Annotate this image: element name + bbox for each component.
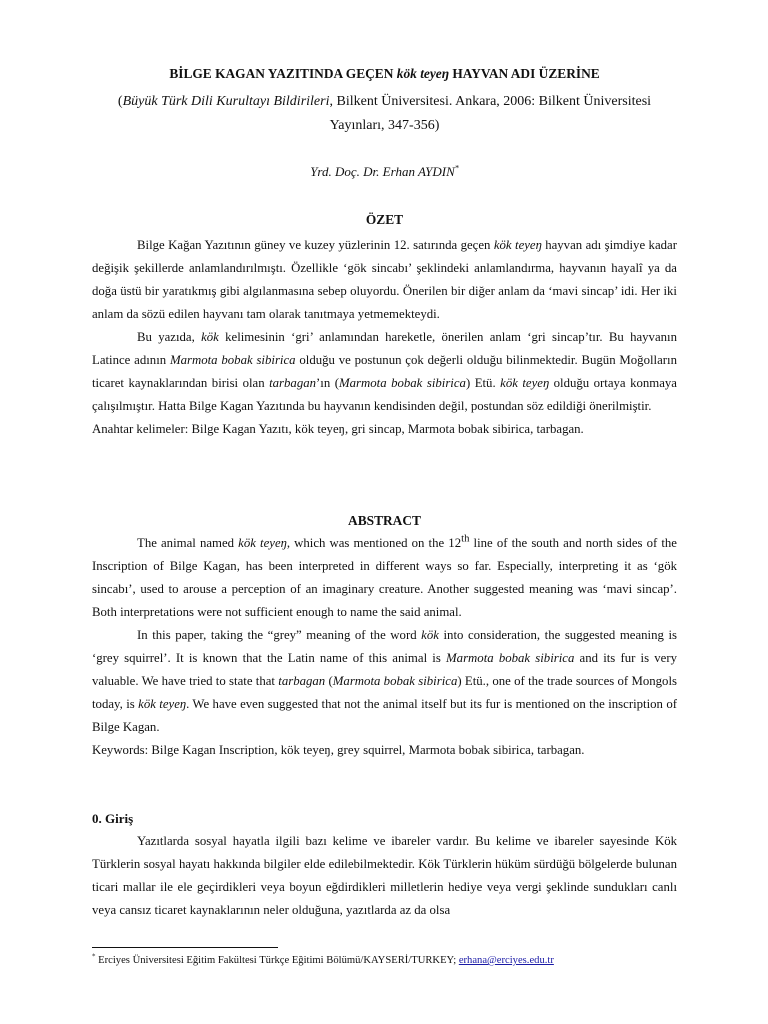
text-run: ) Etü.	[465, 376, 501, 390]
ozet-paragraph-1	[92, 234, 677, 326]
footnote-affiliation: Erciyes Üniversitesi Eğitim Fakültesi Türkçe Eğitimi Bölümü/KAYSERİ/TURKEY;	[95, 955, 459, 966]
footnote-email-link[interactable]: erhana@erciyes.edu.tr	[458, 955, 554, 966]
text-run: Bu yazıda,	[137, 330, 202, 344]
italic-term: kök teyeŋ	[500, 376, 550, 390]
footnote-mark: *	[92, 952, 96, 961]
italic-term: tarbagan	[278, 674, 326, 688]
author-name: Yrd. Doç. Dr. Erhan AYDIN	[310, 164, 455, 179]
text-run: olduğu ortaya konmaya çalışılmıştır. Hatta Bilge Kagan Yazıtında bu hayvanın kendisinden değil, postundan söz edildiği önerilmiştir.	[92, 376, 677, 413]
abstract-paragraph-1	[92, 532, 677, 624]
abstract-keywords: Keywords: Bilge Kagan Inscription, kök teyeŋ, grey squirrel, Marmota bobak sibirica, tarbagan.	[92, 743, 585, 757]
title-term: kök teyeŋ	[396, 66, 449, 81]
footnote	[92, 954, 712, 968]
title-text-end: HAYVAN ADI ÜZERİNE	[449, 66, 600, 81]
text-run: ’ın (	[316, 376, 339, 390]
abstract-paragraph-2	[92, 624, 677, 739]
italic-term: kök teyeŋ	[138, 697, 187, 711]
italic-term: kök	[201, 330, 219, 344]
abstract-heading: ABSTRACT	[348, 513, 421, 528]
text-run: (	[325, 674, 333, 688]
text-run: Bilge Kağan Yazıtının güney ve kuzey yüzlerinin 12. satırında geçen	[137, 238, 494, 252]
italic-term: kök teyeŋ	[238, 536, 287, 550]
italic-term: Marmota bobak sibirica	[446, 651, 575, 665]
ozet-paragraph-2	[92, 326, 677, 418]
paper-title	[92, 65, 677, 83]
ozet-heading: ÖZET	[365, 212, 404, 227]
author-footnote-mark: *	[454, 163, 459, 173]
text-run: . We have even suggested that not the animal itself but its fur is mentioned on the inscription of Bilge Kagan.	[92, 697, 677, 734]
text-run: line of the south and north sides of the Inscription of Bilge Kagan, has been interpreted in different ways so far. Especially, interpreting it as ‘gök sincabı’, used to arouse a perception of an imaginary creature. Another suggested meaning was ‘mavi sincap’. Both interpretations were not sufficient enough to name the said animal.	[92, 536, 677, 619]
italic-term: Marmota bobak sibirica	[332, 674, 458, 688]
citation-open: (	[117, 94, 123, 109]
text-run: , which was mentioned on the 12	[286, 536, 462, 550]
italic-term: Marmota bobak sibirica	[338, 376, 466, 390]
italic-term: tarbagan	[269, 376, 317, 390]
text-run: olduğu ve postunun çok değerli olduğu bilinmektedir. Bugün Moğolların ticaret kaynaklarından birisi olan	[92, 353, 677, 390]
text-run: ) Etü., one of the trade sources of Mongols today, is	[92, 674, 677, 711]
italic-term: kök teyeŋ	[493, 238, 542, 252]
giris-heading: 0. Giriş	[92, 811, 134, 826]
ozet-keywords: Anahtar kelimeler: Bilge Kagan Yazıtı, kök teyeŋ, gri sincap, Marmota bobak sibirica, tarbagan.	[92, 422, 584, 436]
citation	[92, 90, 677, 138]
text-run: and its fur is very valuable. We have tried to state that	[92, 651, 677, 688]
text-run: In this paper, taking the “grey” meaning of the word	[137, 628, 422, 642]
ozet-section	[92, 234, 677, 441]
text-run: The animal named	[137, 536, 239, 550]
ordinal-suffix: th	[461, 533, 470, 545]
abstract-section	[92, 532, 677, 762]
citation-proceedings: Büyük Türk Dili Kurultayı Bildirileri	[122, 94, 330, 109]
footnote-divider	[92, 947, 278, 948]
italic-term: Marmota bobak sibirica	[169, 353, 296, 367]
author-line	[92, 163, 677, 181]
italic-term: kök	[421, 628, 439, 642]
giris-paragraph-1: Yazıtlarda sosyal hayatla ilgili bazı kelime ve ibareler vardır. Bu kelime ve ibareler sayesinde Kök Türklerin sosyal hayatı hakkında bilgiler elde edilebilmektedir. Kök Türklerin hüküm sürdüğü bölgelerde bulunan ticari mallar ile ele geçirdikleri veya boyun eğdirdikleri milletlerin hediye veya vergi şeklinde sundukları canlı veya cansız ticaret kaynaklarının neler olduğuna, yazıtlarda az da olsa	[92, 834, 677, 917]
text-run: hayvan adı şimdiye kadar değişik şekillerde anlamlandırılmıştı. Özellikle ‘gök sincabı’ şeklindeki anlamlandırma, hayvanın hayalî ya da doğa üstü bir yaratıkmış gibi algılanmasına sebep oluyordu. Önerilen bir diğer anlam da ‘mavi sincap’ idi. Her iki anlam da sözü edilen hayvanı tam olarak tanıtmaya yetmemekteydi.	[92, 238, 677, 321]
giris-section	[92, 830, 677, 922]
citation-publisher: , Bilkent Üniversitesi. Ankara, 2006: Bilkent Üniversitesi Yayınları, 347-356)	[329, 94, 652, 133]
text-run: kelimesinin ‘gri’ anlamından hareketle, önerilen anlam ‘gri sincap’tır. Bu hayvanın Latince adının	[92, 330, 677, 367]
text-run: into consideration, the suggested meaning is ‘grey squirrel’. It is known that the Latin name of this animal is	[92, 628, 678, 665]
title-text: BİLGE KAGAN YAZITINDA GEÇEN	[169, 66, 397, 81]
